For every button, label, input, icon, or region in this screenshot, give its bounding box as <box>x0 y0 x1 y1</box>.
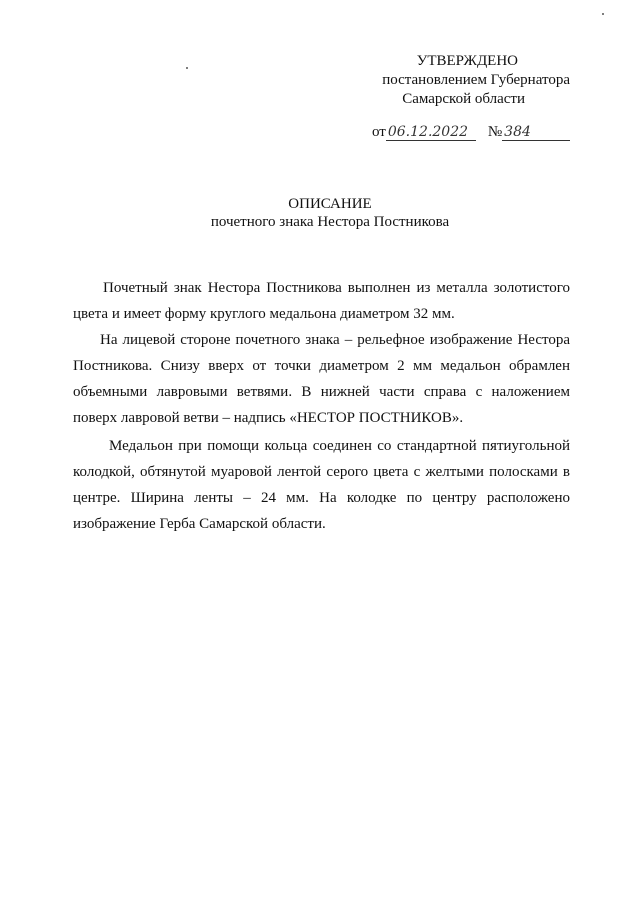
date-from-label: от <box>372 124 386 140</box>
paragraph-2: На лицевой стороне почетного знака – рельефное изображение Нестора Постникова. Снизу вверх от точки диаметром 2 мм медальон обрамлен объемными лавровыми ветвями. В нижней части справа с наложением поверх лавровой ветви – надпись «НЕСТОР ПОСТНИКОВ». <box>73 332 570 426</box>
paragraph-3: Медальон при помощи кольца соединен со стандартной пятиугольной колодкой, обтянутой муаровой лентой серого цвета с желтыми полосками в центре. Ширина ленты – 24 мм. На колодке по центру расположено изображение Герба Самарской области. <box>73 438 570 532</box>
paragraph-1: Почетный знак Нестора Постникова выполнен из металла золотистого цвета и имеет форму круглого медальона диаметром 32 мм. <box>73 280 570 322</box>
approval-authority: постановлением Губернатора <box>382 72 570 88</box>
approval-region: Самарской области <box>402 91 525 107</box>
approval-heading: УТВЕРЖДЕНО <box>416 53 518 69</box>
document-title: ОПИСАНИЕ <box>288 196 372 212</box>
handwritten-date: 06.12.2022 <box>386 124 476 141</box>
scan-speck <box>186 67 188 69</box>
number-sign: № <box>487 124 503 140</box>
handwritten-number: 384 <box>502 124 570 141</box>
decree-date-line <box>372 124 570 141</box>
document-subtitle: почетного знака Нестора Постникова <box>210 214 450 230</box>
scan-speck <box>602 13 604 15</box>
